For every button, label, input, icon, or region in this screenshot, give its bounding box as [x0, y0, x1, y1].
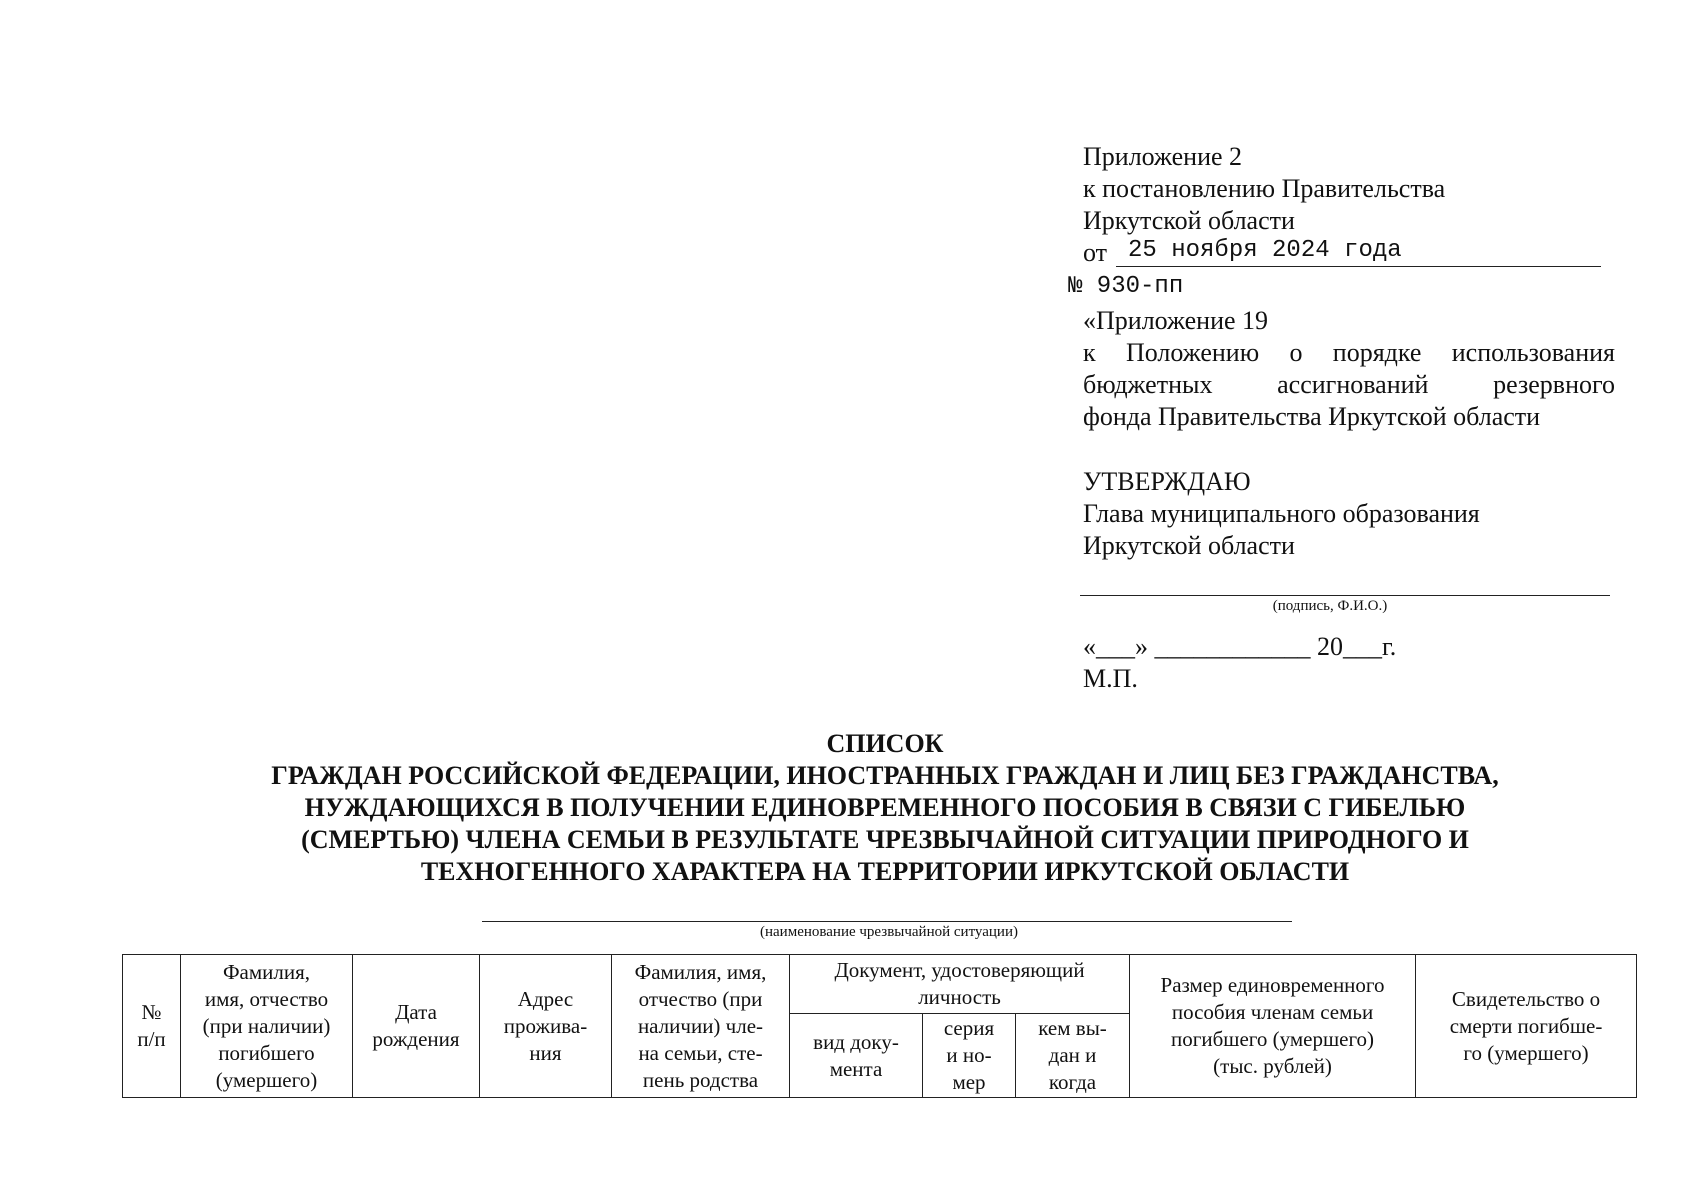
header-address: Адрес прожива- ния	[480, 955, 612, 1098]
sub-appendix-line-2: к Положению о порядке использования	[1083, 338, 1615, 367]
header-allowance-amount: Размер единовременного пособия членам семьи погибшего (умершего) (тыс. рублей)	[1130, 955, 1416, 1098]
doc-title-line-2: ГРАЖДАН РОССИЙСКОЙ ФЕДЕРАЦИИ, ИНОСТРАННЫХ ГРАЖДАН И ЛИЦ БЕЗ ГРАЖДАНСТВА,	[271, 761, 1499, 790]
appendix-line-1: Приложение 2	[1083, 142, 1243, 171]
approval-heading: УТВЕРЖДАЮ	[1083, 467, 1251, 496]
sub-appendix-line-3: бюджетных ассигнований резервного	[1083, 370, 1615, 399]
approval-date-line: «___» ____________ 20___г.	[1083, 632, 1397, 661]
doc-title-line-4: (СМЕРТЬЮ) ЧЛЕНА СЕМЬИ В РЕЗУЛЬТАТЕ ЧРЕЗВЫЧАЙНОЙ СИТУАЦИИ ПРИРОДНОГО И	[301, 825, 1469, 854]
situation-line	[482, 921, 1292, 922]
header-document-type: вид доку- мента	[790, 1014, 923, 1098]
appendix-line-3: Иркутской области	[1083, 206, 1295, 235]
header-number: № п/п	[123, 955, 181, 1098]
sub-appendix-line-4: фонда Правительства Иркутской области	[1083, 402, 1541, 431]
appendix-date-prefix: от	[1083, 238, 1108, 267]
signature-line	[1080, 595, 1610, 596]
header-deceased-name: Фамилия, имя, отчество (при наличии) погибшего (умершего)	[181, 955, 353, 1098]
signature-caption: (подпись, Ф.И.О.)	[1272, 598, 1388, 614]
appendix-line-2: к постановлению Правительства	[1083, 174, 1446, 203]
header-document-issued: кем вы- дан и когда	[1016, 1014, 1130, 1098]
approval-line-1: Глава муниципального образования	[1083, 499, 1480, 528]
doc-title-line-1: СПИСОК	[826, 729, 944, 758]
appendix-date-value: 25 ноября 2024 года	[1128, 237, 1402, 264]
approval-line-2: Иркутской области	[1083, 531, 1295, 560]
header-family-member: Фамилия, имя, отчество (при наличии) чле- на семьи, сте- пень родства	[612, 955, 790, 1098]
doc-title-line-5: ТЕХНОГЕННОГО ХАРАКТЕРА НА ТЕРРИТОРИИ ИРКУТСКОЙ ОБЛАСТИ	[420, 857, 1350, 886]
situation-caption: (наименование чрезвычайной ситуации)	[760, 924, 1018, 940]
appendix-number: № 930-пп	[1068, 273, 1184, 300]
date-underline	[1116, 266, 1601, 267]
seal-placeholder: М.П.	[1083, 664, 1138, 693]
header-document-series: серия и но- мер	[923, 1014, 1016, 1098]
sub-appendix-line-1: «Приложение 19	[1083, 306, 1269, 335]
header-birth-date: Дата рождения	[353, 955, 480, 1098]
header-death-certificate: Свидетельство о смерти погибше- го (умершего)	[1416, 955, 1637, 1098]
doc-title-line-3: НУЖДАЮЩИХСЯ В ПОЛУЧЕНИИ ЕДИНОВРЕМЕННОГО ПОСОБИЯ В СВЯЗИ С ГИБЕЛЬЮ	[304, 793, 1466, 822]
citizens-table	[122, 954, 1637, 1098]
header-identity-document: Документ, удостоверяющий личность	[790, 955, 1130, 1014]
